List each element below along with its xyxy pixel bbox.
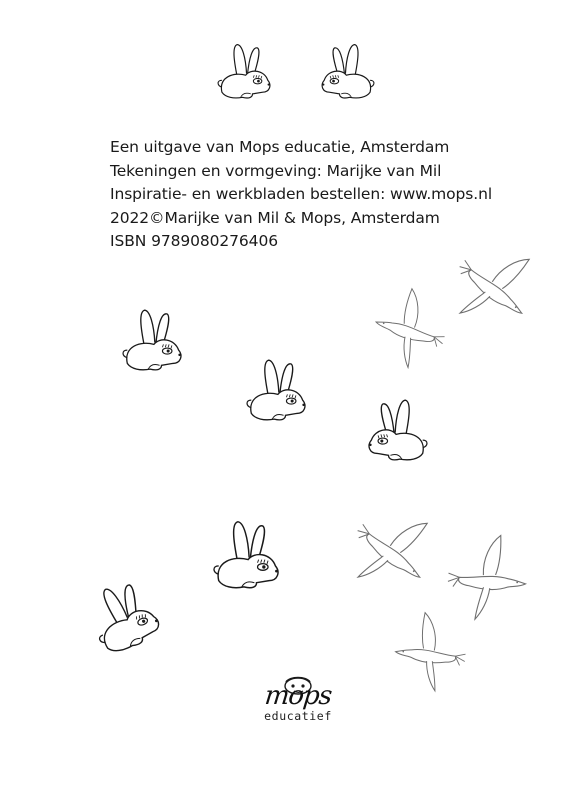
rabbit-drawing-bottom-center — [214, 522, 278, 588]
bird-drawing-1 — [364, 282, 458, 377]
mops-logo — [248, 683, 348, 723]
colophon-order-info: Inspiratie- en werkbladen bestellen: www.mops.nl — [110, 185, 493, 204]
bird-drawing-5 — [388, 608, 476, 697]
colophon-illustrator: Tekeningen en vormgeving: Marijke van Mil — [110, 161, 442, 180]
rabbit-drawing-top-right — [322, 45, 374, 98]
logo-subtitle: educatief — [264, 709, 332, 723]
bird-drawing-3 — [340, 498, 442, 601]
logo-word: mops — [263, 681, 333, 711]
rabbit-drawing-right — [369, 400, 427, 460]
colophon-isbn: ISBN 9789080276406 — [110, 232, 278, 251]
rabbit-drawing-bottom-left — [84, 576, 163, 656]
bird-drawing-4 — [442, 533, 530, 623]
rabbit-drawing-top-left — [218, 45, 270, 98]
rabbit-drawing-left — [123, 310, 181, 370]
colophon — [110, 136, 550, 254]
colophon-publisher: Een uitgave van Mops educatie, Amsterdam — [110, 138, 450, 156]
colophon-copyright: 2022©Marijke van Mil & Mops, Amsterdam — [110, 208, 440, 227]
rabbit-drawing-center — [247, 360, 305, 420]
